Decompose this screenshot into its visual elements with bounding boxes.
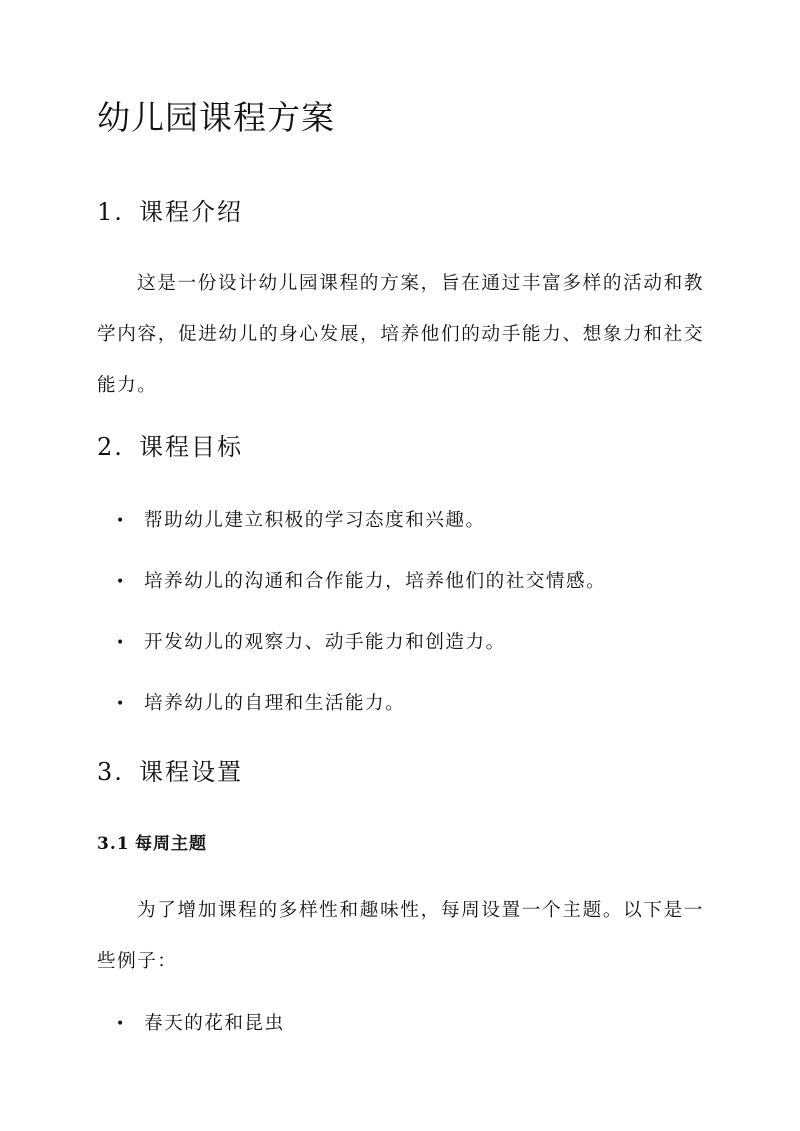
list-item-text: 帮助幼儿建立积极的学习态度和兴趣。 [144, 510, 486, 531]
weekly-theme-paragraph: 为了增加课程的多样性和趣味性，每周设置一个主题。以下是一些例子： [97, 900, 704, 972]
section-heading-intro [97, 196, 243, 228]
section-heading-goals [97, 431, 243, 463]
section-heading-settings [97, 756, 243, 788]
list-item-text: 春天的花和昆虫 [144, 1013, 285, 1034]
list-item-text: 开发幼儿的观察力、动手能力和创造力。 [144, 632, 506, 653]
goals-list [116, 507, 606, 751]
document-title: 幼儿园课程方案 [97, 98, 335, 137]
list-item [116, 507, 606, 535]
section-title: 课程目标 [139, 433, 243, 461]
subsection-title: 每周主题 [135, 834, 207, 854]
bullet-dot-icon: • [116, 696, 126, 712]
list-item [116, 690, 606, 718]
bullet-dot-icon: • [116, 513, 126, 529]
list-item [116, 629, 606, 657]
intro-paragraph: 这是一份设计幼儿园课程的方案，旨在通过丰富多样的活动和教学内容，促进幼儿的身心发展，培养他们的动手能力、想象力和社交能力。 [97, 273, 704, 396]
section-number: 3. [97, 758, 124, 786]
section-title: 课程设置 [139, 758, 243, 786]
subsection-number: 3.1 [97, 834, 130, 854]
list-item [116, 1010, 285, 1038]
list-item-text: 培养幼儿的自理和生活能力。 [144, 693, 406, 714]
section-number: 1. [97, 198, 124, 226]
list-item-text: 培养幼儿的沟通和合作能力，培养他们的社交情感。 [144, 571, 607, 592]
section-number: 2. [97, 433, 124, 461]
bullet-dot-icon: • [116, 1016, 126, 1032]
subsection-heading-weekly-theme [97, 832, 207, 856]
theme-examples-list [116, 1010, 285, 1038]
bullet-dot-icon: • [116, 574, 126, 590]
bullet-dot-icon: • [116, 635, 126, 651]
list-item [116, 568, 606, 596]
section-title: 课程介绍 [139, 198, 243, 226]
